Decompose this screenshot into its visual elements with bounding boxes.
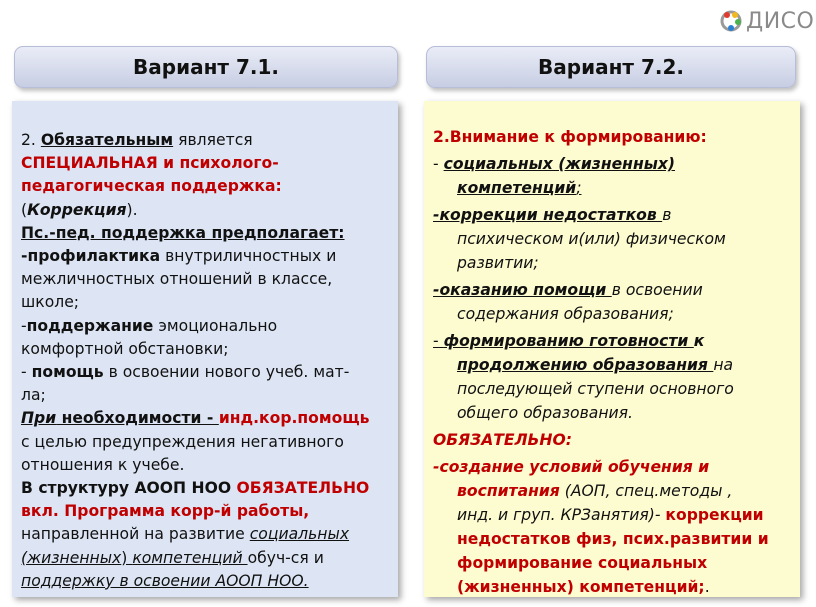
is-text: является [178, 131, 253, 149]
right-line-6: развитии; [457, 254, 539, 272]
item-number: 2. [21, 131, 36, 149]
okazaniyu-pomoshchi-text: -оказанию помощи [433, 281, 612, 299]
right-line-7 [433, 278, 790, 302]
left-line-20: поддержку в освоении АООП НОО. [21, 571, 309, 590]
right-line-19 [433, 575, 790, 599]
korrektsii-red-text: коррекции [665, 506, 764, 524]
dash: - [433, 155, 444, 173]
period: . [704, 578, 710, 596]
left-line-17: вкл. Программа корр-й работы, [21, 502, 310, 521]
paren-open: ( [21, 200, 28, 219]
right-line-18: формирование социальных [457, 554, 708, 572]
v-strukturu-text: В структуру АООП НОО [21, 479, 237, 498]
right-line-5: психическом и(или) физическом [457, 230, 726, 248]
left-line-19 [21, 547, 390, 570]
left-line-4 [21, 199, 390, 222]
left-line-9 [21, 315, 390, 338]
panel-variant-7-2 [424, 101, 800, 597]
right-line-2 [433, 152, 790, 176]
vospitaniya-text: воспитания [457, 482, 560, 500]
right-line-3 [433, 176, 790, 200]
logo-text: ДИСО [746, 8, 815, 34]
paren-close: ) [121, 548, 133, 567]
dash: - [433, 332, 444, 350]
diso-logo [718, 8, 814, 34]
left-line-18 [21, 523, 390, 546]
diso-logo-icon [718, 8, 744, 34]
pomosh-rest: в освоении нового учеб. мат- [103, 363, 350, 382]
right-line-14: -создание условий обучения и [433, 458, 710, 476]
left-line-1 [21, 129, 390, 152]
v-osvoenii-text: в освоении [611, 281, 703, 299]
left-line-11 [21, 361, 390, 384]
pri-text: При [21, 409, 57, 428]
napravlennoy-text: направленной на развитие [21, 525, 250, 544]
right-line-4 [433, 203, 790, 227]
obyazatelnym-text: Обязательным [40, 131, 174, 149]
profilaktika-text: -профилактика [21, 247, 161, 266]
dash: - [21, 363, 32, 382]
right-line-16 [433, 503, 790, 527]
podderzhanie-rest: эмоционально [153, 316, 278, 335]
right-line-8: содержания образования; [457, 305, 674, 323]
formirovaniyu-gotovnosti-text: формированию готовности [443, 332, 694, 350]
profilaktika-rest: внутриличностных и [160, 247, 337, 266]
right-line-10 [433, 353, 790, 377]
left-line-3: педагогическая поддержка: [21, 177, 282, 196]
header-variant-7-2: Вариант 7.2. [426, 46, 796, 88]
zhiznennykh-kompetentsiy-text: (жизненных) компетенций; [457, 578, 705, 596]
left-line-14: с целью предупреждения негативного [21, 432, 344, 451]
left-line-10: комфортной обстановки; [21, 339, 229, 358]
kompetentsiy-text: компетенций [457, 179, 577, 197]
left-line-6 [21, 245, 390, 268]
left-line-13 [21, 407, 390, 430]
na-text: на [713, 356, 734, 374]
sotsialnykh-text: социальных [249, 525, 350, 544]
v-text: в [662, 206, 672, 224]
aop-text: (АОП, спец.методы , [559, 482, 733, 500]
right-line-13: ОБЯЗАТЕЛЬНО: [433, 431, 572, 449]
semicolon: ; [576, 179, 582, 197]
sotsialnykh-text: социальных (жизненных) [443, 155, 676, 173]
right-line-12: общего образования. [457, 404, 633, 422]
zhiznennykh-text: (жизненных [21, 548, 122, 567]
obyazatelno-text: ОБЯЗАТЕЛЬНО [236, 479, 370, 498]
paren-close: ). [126, 200, 138, 219]
kompetentsiy-text: компетенций [132, 548, 248, 567]
dash: - [21, 316, 27, 335]
podderzhanie-text: поддержание [26, 316, 154, 335]
panel-variant-7-1 [12, 101, 398, 597]
right-line-11: последующей ступени основного [457, 380, 734, 398]
left-line-5: Пс.-пед. поддержка предполагает: [21, 223, 345, 242]
prodolzheniyu-obrazovaniya-text: продолжению образования [457, 356, 714, 374]
ind-i-grup-text: инд. и груп. КРЗанятия)- [457, 506, 666, 524]
k-text: к [693, 332, 705, 350]
right-line-17: недостатков физ, псих.развитии и [457, 530, 769, 548]
obuch-sya-text: обуч-ся и [247, 548, 324, 567]
left-line-12: ла; [21, 386, 46, 405]
left-line-15: отношения к учебе. [21, 455, 185, 474]
pomosh-text: помощь [31, 363, 104, 382]
right-line-1: 2.Внимание к формированию: [433, 128, 707, 146]
right-line-9 [433, 329, 790, 353]
left-line-16 [21, 477, 390, 500]
neobkhodimosti-text: необходимости - [56, 409, 219, 428]
header-variant-7-1: Вариант 7.1. [14, 46, 398, 88]
left-line-7: межличностных отношений в классе, [21, 270, 333, 289]
left-line-8: школе; [21, 293, 80, 312]
left-line-2: СПЕЦИАЛЬНАЯ и психолого- [21, 154, 279, 173]
korrektsiya-text: Коррекция [27, 200, 127, 219]
right-line-15 [433, 479, 790, 503]
korrektsii-text: -коррекции недостатков [433, 206, 663, 224]
ind-kor-pomosh-text: инд.кор.помощь [218, 409, 370, 428]
